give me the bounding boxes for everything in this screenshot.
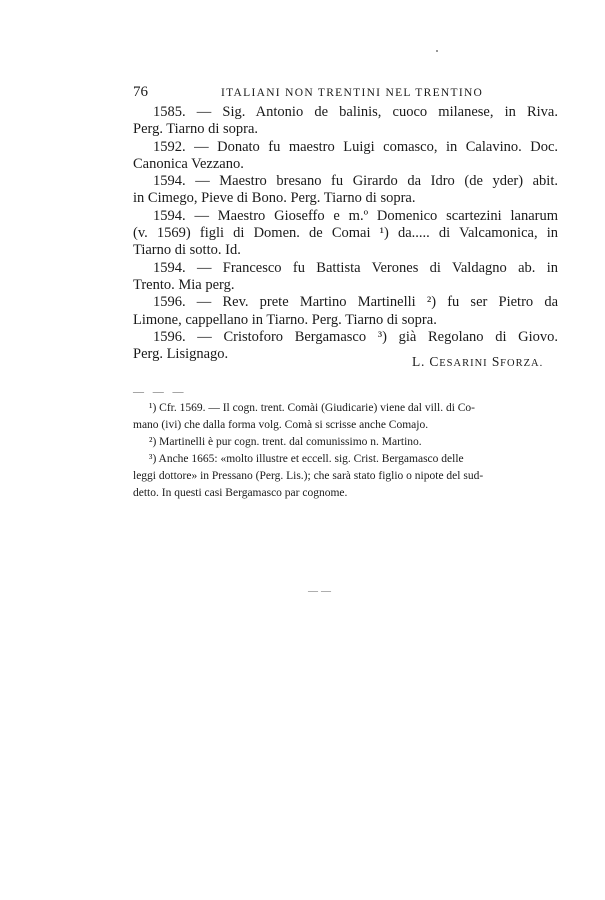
entry-line: 1594. — Maestro bresano fu Girardo da Idro (de yder) abit. [153, 173, 558, 190]
author-name-rest: ESARINI [439, 358, 488, 369]
footnote-line: leggi dottore» in Pressano (Perg. Lis.); che sarà stato figlio o nipote del sud- [133, 470, 484, 482]
body-text [133, 104, 558, 363]
page-header [133, 84, 553, 104]
author-name-initial: C [429, 354, 440, 369]
footnote-line: ³) Anche 1665: «molto illustre et eccell. sig. Crist. Bergamasco delle [149, 453, 464, 465]
footnotes [133, 400, 558, 502]
author-surname-rest: FORZA. [500, 358, 544, 369]
page-number: 76 [133, 84, 148, 100]
entry-line: Perg. Lisignago. [133, 346, 229, 363]
entry-line: 1592. — Donato fu maestro Luigi comasco, in Calavino. Doc. [153, 138, 558, 155]
entry-line: 1594. — Maestro Gioseffo e m.º Domenico scartezini lanarum [153, 207, 558, 224]
author-surname-initial: S [491, 354, 501, 369]
running-title: ITALIANI NON TRENTINI NEL TRENTINO [221, 87, 484, 99]
entry-line: Tiarno di sotto. Id. [133, 242, 241, 259]
speck [436, 50, 438, 52]
author-initial: L. [412, 354, 426, 369]
footnote-line: mano (ivi) che dalla forma volg. Comà si scrisse anche Comajo. [133, 419, 429, 431]
entry-line: 1585. — Sig. Antonio de balinis, cuoco milanese, in Riva. [153, 104, 558, 120]
entry-line: Perg. Tiarno di sopra. [133, 121, 259, 138]
entry-line: 1596. — Rev. prete Martino Martinelli ²) fu ser Pietro da [153, 294, 558, 311]
entry-line: Limone, cappellano in Tiarno. Perg. Tiarno di sopra. [133, 311, 437, 328]
footnote-line: ¹) Cfr. 1569. — Il cogn. trent. Comài (Giudicarie) viene dal vill. di Co- [149, 402, 476, 414]
entry-line: Canonica Vezzano. [133, 155, 244, 172]
entry-line: Trento. Mia perg. [133, 276, 235, 293]
footnote-separator: — — — [133, 386, 187, 398]
end-mark: —— [308, 586, 334, 597]
author-signature [412, 354, 543, 370]
entry-line: (v. 1569) figli di Domen. de Comai ¹) da..... di Valcamonica, in [133, 225, 558, 242]
entry-line: in Cimego, Pieve di Bono. Perg. Tiarno di sopra. [133, 190, 416, 207]
entry-line: 1594. — Francesco fu Battista Verones di Valdagno ab. in [153, 259, 558, 276]
footnote-line: detto. In questi casi Bergamasco par cognome. [133, 487, 348, 499]
footnote-line: ²) Martinelli è pur cogn. trent. dal comunissimo n. Martino. [149, 436, 422, 448]
entry-line: 1596. — Cristoforo Bergamasco ³) già Regolano di Giovo. [153, 328, 558, 345]
